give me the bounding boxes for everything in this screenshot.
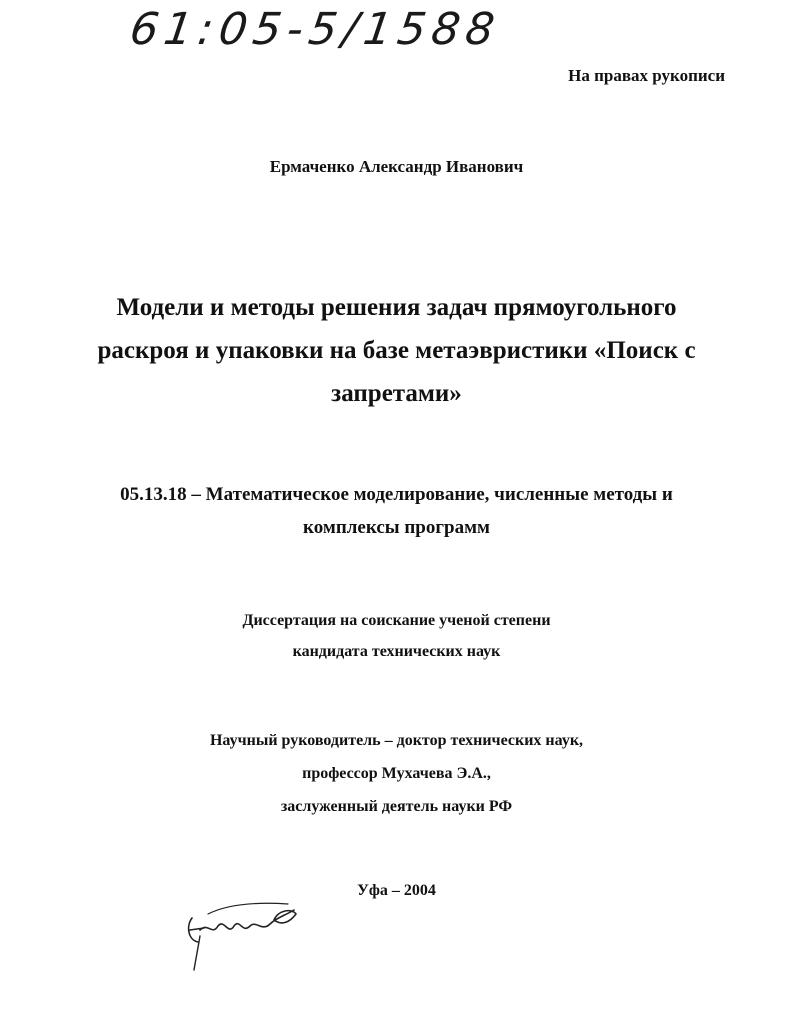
degree-line: Диссертация на соискание ученой степени — [242, 612, 551, 629]
author-name: Ермаченко Александр Иванович — [269, 157, 524, 176]
handwritten-archive-number: 61:05-5/1588 — [126, 4, 504, 55]
scientific-advisor — [0, 724, 793, 823]
degree-line: кандидата технических наук — [292, 643, 501, 660]
specialty-line: 05.13.18 – Математическое моделирование, численные методы и — [120, 484, 673, 505]
title-line: запретами» — [331, 380, 462, 407]
specialty-line: комплексы программ — [303, 517, 490, 538]
specialty — [0, 478, 793, 544]
city-year: Уфа – 2004 — [357, 882, 436, 899]
advisor-line: Научный руководитель – доктор технических наук, — [209, 732, 584, 749]
handwritten-signature — [178, 896, 308, 976]
advisor-line: заслуженный деятель науки РФ — [280, 798, 513, 815]
dissertation-title — [0, 286, 793, 415]
rights-note: На правах рукописи — [568, 66, 725, 85]
degree-statement — [0, 605, 793, 667]
title-line: Модели и методы решения задач прямоугольного — [116, 294, 677, 321]
advisor-line: профессор Мухачева Э.А., — [302, 765, 491, 782]
title-line: раскроя и упаковки на базе метаэвристики «Поиск с — [97, 337, 696, 364]
